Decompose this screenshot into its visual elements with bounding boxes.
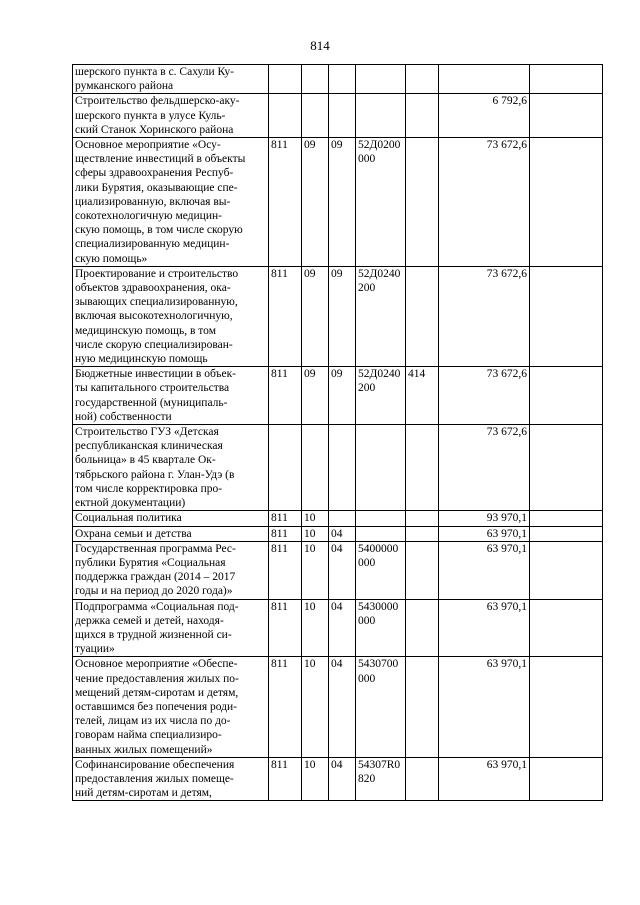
row-name-cell: Социальная политика <box>73 511 269 526</box>
section-code-cell <box>302 94 329 138</box>
target-article-cell: 5400000 000 <box>356 541 406 599</box>
expense-type-cell <box>406 599 439 657</box>
row-name-cell: Подпрограмма «Социальная под- держка семей и детей, находя- щихся в трудной жизненной си- туации» <box>73 599 269 657</box>
subsection-code-cell: 09 <box>329 138 356 267</box>
amount-cell: 73 672,6 <box>439 367 530 425</box>
expense-type-cell <box>406 138 439 267</box>
row-name-cell: Строительство фельдшерско-аку- шерского пункта в улусе Куль- ский Станок Хоринского района <box>73 94 269 138</box>
section-code-cell: 09 <box>302 266 329 366</box>
extra-amount-cell <box>530 65 603 94</box>
table-row <box>73 511 603 526</box>
expense-type-cell <box>406 657 439 757</box>
extra-amount-cell <box>530 541 603 599</box>
expense-type-cell <box>406 425 439 511</box>
section-code-cell: 10 <box>302 511 329 526</box>
amount-cell: 63 970,1 <box>439 599 530 657</box>
expense-type-cell <box>406 266 439 366</box>
grbs-code-cell: 811 <box>269 541 302 599</box>
amount-cell: 63 970,1 <box>439 541 530 599</box>
section-code-cell: 10 <box>302 526 329 541</box>
section-code-cell <box>302 425 329 511</box>
expense-type-cell <box>406 65 439 94</box>
subsection-code-cell <box>329 94 356 138</box>
target-article-cell: 52Д0240 200 <box>356 266 406 366</box>
expense-type-cell <box>406 526 439 541</box>
table-row <box>73 526 603 541</box>
target-article-cell: 5430000 000 <box>356 599 406 657</box>
grbs-code-cell <box>269 94 302 138</box>
extra-amount-cell <box>530 757 603 801</box>
row-name-cell: Основное мероприятие «Обеспе- чение предоставления жилых по- мещений детям-сиротам и детям, оставшимся без попечения роди- телей, лицам из их числа по до- говорам найма специализиро- ванных жилых помещений» <box>73 657 269 757</box>
grbs-code-cell: 811 <box>269 367 302 425</box>
section-code-cell: 10 <box>302 657 329 757</box>
table-row <box>73 757 603 801</box>
grbs-code-cell: 811 <box>269 138 302 267</box>
target-article-cell <box>356 425 406 511</box>
amount-cell: 63 970,1 <box>439 526 530 541</box>
amount-cell: 6 792,6 <box>439 94 530 138</box>
table-row <box>73 599 603 657</box>
budget-table <box>72 64 603 801</box>
target-article-cell <box>356 65 406 94</box>
grbs-code-cell <box>269 425 302 511</box>
target-article-cell <box>356 94 406 138</box>
table-row <box>73 657 603 757</box>
extra-amount-cell <box>530 526 603 541</box>
budget-table-body <box>73 65 603 801</box>
expense-type-cell: 414 <box>406 367 439 425</box>
row-name-cell: Строительство ГУЗ «Детская республиканская клиническая больница» в 45 квартале Ок- тябрьского района г. Улан-Удэ (в том числе корректировка про- ектной документации) <box>73 425 269 511</box>
extra-amount-cell <box>530 511 603 526</box>
section-code-cell: 09 <box>302 138 329 267</box>
amount-cell: 93 970,1 <box>439 511 530 526</box>
amount-cell: 63 970,1 <box>439 757 530 801</box>
page-number: 814 <box>310 38 330 53</box>
subsection-code-cell: 04 <box>329 541 356 599</box>
table-row <box>73 266 603 366</box>
expense-type-cell <box>406 94 439 138</box>
subsection-code-cell: 09 <box>329 367 356 425</box>
subsection-code-cell: 04 <box>329 757 356 801</box>
extra-amount-cell <box>530 94 603 138</box>
extra-amount-cell <box>530 657 603 757</box>
grbs-code-cell: 811 <box>269 511 302 526</box>
section-code-cell <box>302 65 329 94</box>
grbs-code-cell <box>269 65 302 94</box>
target-article-cell <box>356 511 406 526</box>
row-name-cell: Бюджетные инвестиции в объек- ты капитального строительства государственной (муниципаль- ной) собственности <box>73 367 269 425</box>
row-name-cell: Государственная программа Рес- публики Бурятия «Социальная поддержка граждан (2014 – 2017 годы и на период до 2020 года)» <box>73 541 269 599</box>
extra-amount-cell <box>530 367 603 425</box>
expense-type-cell <box>406 541 439 599</box>
subsection-code-cell <box>329 65 356 94</box>
subsection-code-cell: 04 <box>329 526 356 541</box>
subsection-code-cell <box>329 511 356 526</box>
row-name-cell: Основное мероприятие «Осу- ществление инвестиций в объекты сферы здравоохранения Респуб- лики Бурятия, оказывающие спе- циализированную, включая вы- сокотехнологичную медицин- скую помощь, в том числе скорую специализированную медицин- скую помощь» <box>73 138 269 267</box>
grbs-code-cell: 811 <box>269 757 302 801</box>
amount-cell: 63 970,1 <box>439 657 530 757</box>
table-row <box>73 65 603 94</box>
row-name-cell: шерского пункта в с. Сахули Ку- румканского района <box>73 65 269 94</box>
row-name-cell: Охрана семьи и детства <box>73 526 269 541</box>
grbs-code-cell: 811 <box>269 526 302 541</box>
section-code-cell: 10 <box>302 541 329 599</box>
section-code-cell: 10 <box>302 599 329 657</box>
row-name-cell: Проектирование и строительство объектов здравоохранения, ока- зывающих специализированную, включая высокотехнологичную, медицинскую помощь, в том числе скорую специализирован- ную медицинскую помощь <box>73 266 269 366</box>
subsection-code-cell: 04 <box>329 657 356 757</box>
extra-amount-cell <box>530 425 603 511</box>
table-row <box>73 94 603 138</box>
amount-cell: 73 672,6 <box>439 138 530 267</box>
table-row <box>73 541 603 599</box>
table-row <box>73 425 603 511</box>
target-article-cell: 5430700 000 <box>356 657 406 757</box>
subsection-code-cell: 04 <box>329 599 356 657</box>
amount-cell <box>439 65 530 94</box>
row-name-cell: Софинансирование обеспечения предоставления жилых помеще- ний детям-сиротам и детям, <box>73 757 269 801</box>
target-article-cell: 54307R0 820 <box>356 757 406 801</box>
extra-amount-cell <box>530 266 603 366</box>
amount-cell: 73 672,6 <box>439 425 530 511</box>
amount-cell: 73 672,6 <box>439 266 530 366</box>
target-article-cell <box>356 526 406 541</box>
grbs-code-cell: 811 <box>269 657 302 757</box>
target-article-cell: 52Д0240 200 <box>356 367 406 425</box>
subsection-code-cell: 09 <box>329 266 356 366</box>
table-row <box>73 138 603 267</box>
expense-type-cell <box>406 511 439 526</box>
extra-amount-cell <box>530 138 603 267</box>
expense-type-cell <box>406 757 439 801</box>
table-row <box>73 367 603 425</box>
grbs-code-cell: 811 <box>269 599 302 657</box>
target-article-cell: 52Д0200 000 <box>356 138 406 267</box>
section-code-cell: 10 <box>302 757 329 801</box>
extra-amount-cell <box>530 599 603 657</box>
section-code-cell: 09 <box>302 367 329 425</box>
subsection-code-cell <box>329 425 356 511</box>
grbs-code-cell: 811 <box>269 266 302 366</box>
